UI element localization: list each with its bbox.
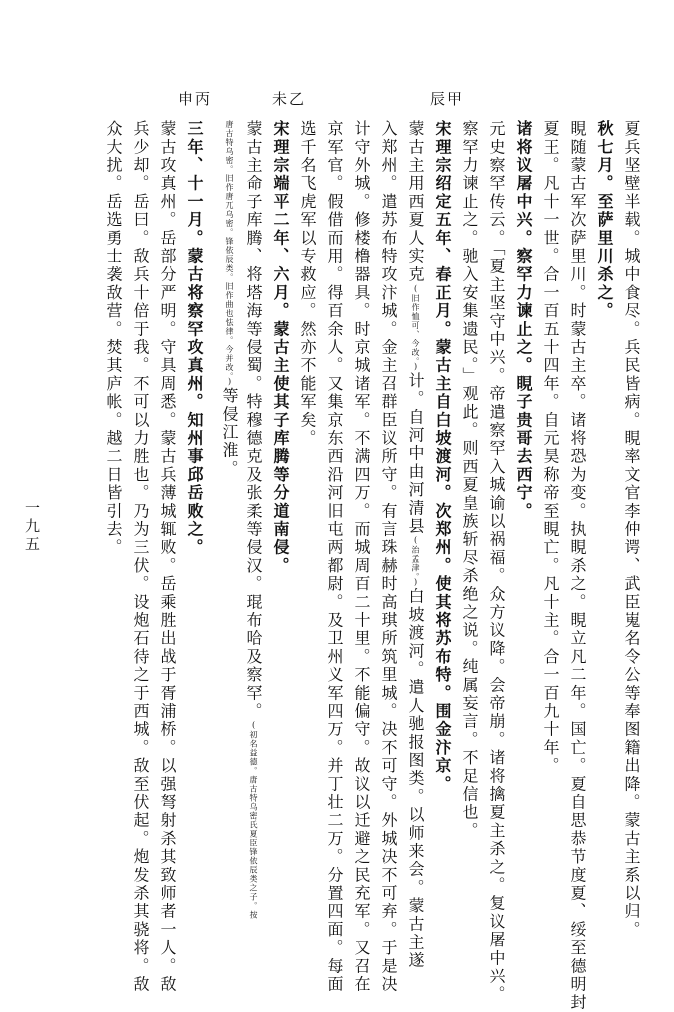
text-column: 选千名飞虎军以专救应。然亦不能军矣。 [298,120,317,448]
text-run: 计。自河中由河清县 [406,371,425,536]
heading-column: 宋理宗绍定五年、春正月。蒙古主自白坡渡河。次郑州。使其将苏布特。围金汴京。 [433,120,452,794]
text-run: 等侵江淮。 [220,387,239,478]
cyclical-marker-bingshen: 申丙 [178,90,213,108]
text-column: 夏兵坚壁半载。城中食尽。兵民皆病。睍率文官李仲谔、武臣嵬名令公等奉图籍出降。蒙古主系以归。 [622,120,641,939]
heading-column: 秋七月。至萨里川杀之。 [595,120,614,321]
text-column: 察罕力谏止之。驰入安集遗民。」观此。则西夏皇族斩尽杀绝之说。纯属妄言。不足信也。 [460,120,479,840]
annotation-note: (治孟津。) [411,535,420,588]
text-column: 兵少却。岳曰。敌兵十倍于我。不可以力胜也。乃为三伏。设炮石待之于西城。敌至伏起。炮发杀其骁将。敌 [131,120,150,994]
text-column: 计守外城。修楼橹器具。时京城诸军。不满四万。而城周百二十里。不能偏守。故议以迁避之民充军。又召在 [352,120,371,994]
text-run: 蒙古主命子库腾、将塔海等侵蜀。特穆德克及张柔等侵汉。琨布哈及察罕。 [244,120,263,721]
page-number: 一九五 [23,500,41,554]
text-run: 白坡渡河。遣人驰报图类。以师来会。蒙古主遂 [406,587,425,970]
text-column [242,120,264,920]
text-run: 蒙古主用西夏人实克 [406,120,425,284]
text-column: 京军官。假借而用。得百余人。又集京东西沿河旧屯两都尉。及卫州义军四万。并丁壮二万。分置四面。每面 [325,120,344,994]
text-column [404,120,426,970]
heading-column: 宋理宗端平二年、六月。蒙古主使其子库腾等分道南侵。 [271,120,290,575]
text-column: 入郑州。遣苏布特攻汴城。金主召群臣议所守。有言珠赫时高琪所筑里城。决不可守。外城决不可弃。于是决 [379,120,398,994]
heading-column: 三年、十一月。蒙古将察罕攻真州。知州事邱岳败之。 [185,120,204,557]
annotation-note: (初名益德。唐古特乌密氏夏臣锋依辰类之子。按 [249,720,258,920]
heading-column: 诸将议屠中兴。察罕力谏止之。睍子贵哥去西宁。 [514,120,533,521]
annotation-note: (旧作恤可、今改。) [411,283,420,372]
text-column: 元史察罕传云。「夏主坚守中兴。帝遣察罕入城谕以祸福。众方议降。会帝崩。诸将擒夏主杀之。复议屠中兴。 [487,120,506,1004]
cyclical-marker-jiachen: 辰甲 [430,90,465,108]
text-column: 众大扰。岳选勇士袭敌营。焚其庐帐。越二日皆引去。 [104,120,123,557]
text-column: 蒙古攻真州。岳部分严明。守具周悉。蒙古兵薄城辄败。岳乘胜出战于胥浦桥。以强弩射杀其致师者一人。敌 [158,120,177,994]
annotation-note: 唐古特乌密。旧作唐兀乌密。锋依辰类。旧作曲也怯律。今并改。) [225,120,234,387]
text-column [218,120,240,920]
text-column: 夏王。凡十一世。合一百五十四年。自元昊称帝至睍亡。凡十主。合一百九十年。 [541,120,560,776]
text-column: 睍随蒙古军次萨里川。时蒙古主卒。诸将恐为变。执睍杀之。睍立凡二年。国亡。夏自思恭节度夏、绥至德明封 [568,120,587,1012]
cyclical-marker-yiwei: 未乙 [272,90,307,108]
